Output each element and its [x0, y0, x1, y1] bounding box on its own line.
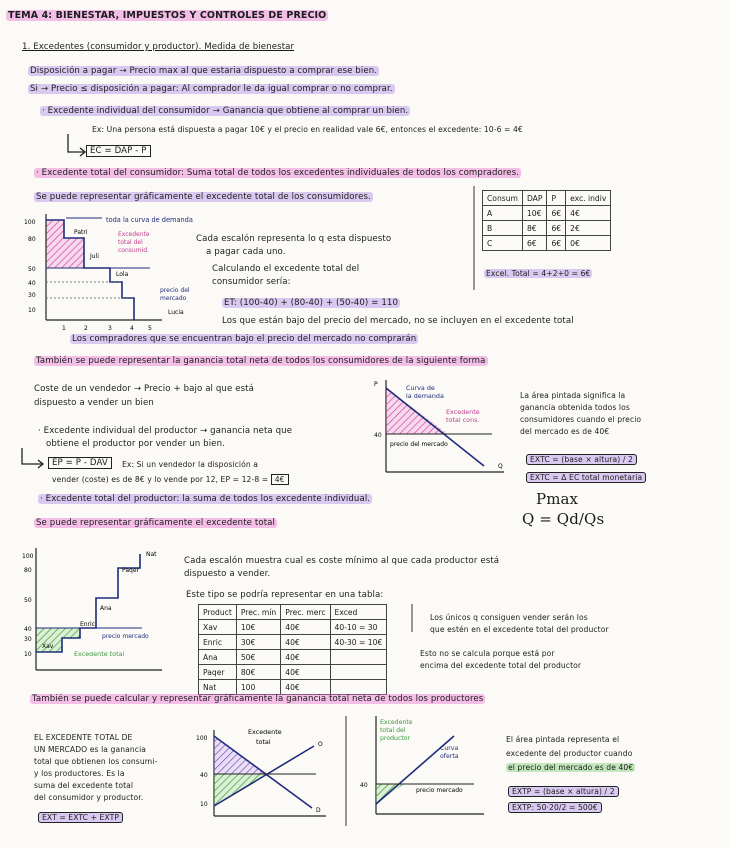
y-tick: 40 [24, 626, 32, 633]
coste-line: Coste de un vendedor → Precio + bajo al que está [34, 384, 254, 394]
formula-et-text: ET: (100-40) + (80-40) + (50-40) = 110 [224, 298, 399, 308]
name-label: Paqer [122, 567, 139, 574]
example-2b [52, 474, 289, 485]
text-cada-1: Cada escalón representa lo q esta dispuesto [196, 234, 392, 244]
area2-1: El área pintada representa el [506, 735, 620, 744]
table-cell: C [483, 236, 523, 251]
y-tick: 50 [28, 266, 36, 273]
name-label: Nat [146, 551, 157, 558]
el-exc-1: EL EXCEDENTE TOTAL DE [34, 733, 133, 742]
area2-2: excedente del productor cuando [506, 749, 633, 758]
x-tick: 4 [130, 325, 134, 332]
cada-line-2: dispuesto a vender. [184, 569, 271, 579]
y-tick: 10 [200, 801, 208, 808]
name-label: Xav [42, 643, 54, 650]
name-label: Enric [80, 621, 96, 628]
formula-extp1 [508, 786, 619, 797]
formula-extc [526, 454, 637, 465]
table-header: P [547, 191, 566, 206]
text-calc-2: consumidor sería: [212, 277, 291, 287]
table-cell: 6€ [522, 236, 547, 251]
demand-curve-chart [372, 376, 512, 486]
si-line [28, 84, 395, 95]
cada-line-1: Cada escalón muestra cual es coste mínimo al que cada productor está [184, 556, 500, 566]
exced-label: Excedente [248, 728, 282, 736]
table-row [483, 236, 611, 251]
table-cell: Nat [199, 680, 237, 695]
name-label: Juli [90, 253, 99, 260]
formula-ext-text: EXT = EXTC + EXTP [38, 812, 123, 823]
area-text-3: consumidores cuando el precio [520, 415, 642, 424]
table-cell: 100 [236, 680, 280, 695]
text-cada-2: a pagar cada uno. [206, 247, 286, 257]
y-tick: 40 [28, 280, 36, 287]
curva-label: oferta [440, 753, 459, 760]
table-cell: 6€ [547, 236, 566, 251]
exced-label: total cons. [446, 416, 480, 424]
area2-3 [506, 762, 635, 773]
exc-total-prod-text: · Excedente total del productor: la suma de todos los excedente individual. [40, 494, 371, 504]
table-cell: 6€ [547, 221, 566, 236]
exc-ind-text: · Excedente individual del consumidor → Ganancia que obtiene al comprar un bien. [42, 106, 409, 116]
y-tick: 10 [24, 651, 32, 658]
el-exc-2: UN MERCADO es la ganancia [34, 745, 147, 754]
table-cell: Paqer [199, 665, 237, 680]
example-2-result: 4€ [271, 474, 289, 485]
exced-label: total del [380, 727, 406, 734]
exc-total-prod [38, 494, 372, 505]
precio-label: precio mercado [102, 633, 149, 640]
el-exc-4: y los productores. Es la [34, 769, 125, 778]
los-comp-text: Los compradores que se encuentran bajo el precio del mercado no comprarán [72, 334, 417, 344]
table-row [199, 620, 387, 635]
table-cell [330, 650, 387, 665]
tambien-text: También se puede representar la ganancia total neta de todos los consumidores de la siguiente forma [36, 356, 486, 366]
este-line: Este tipo se podría representar en una tabla: [186, 590, 384, 600]
curva-label: la demanda [406, 392, 444, 400]
table-cell: 0€ [566, 236, 611, 251]
y-tick: 80 [28, 236, 36, 243]
precio-label: precio mercado [416, 787, 463, 794]
table-header: Prec. mín [236, 605, 280, 620]
precio-label: precio del mercado [390, 441, 448, 448]
qd-note: Q = Qd/Qs [522, 510, 605, 528]
def-dap [28, 66, 379, 77]
los-que: Los que están bajo del precio del mercado, no se incluyen en el excedente total [222, 316, 574, 326]
table-header: Consum [483, 191, 523, 206]
table-cell: 40-30 = 10€ [330, 635, 387, 650]
formula-extc2-text: EXTC = Δ EC total monetaria [526, 472, 646, 483]
graf-line-text: Se puede representar gráficamente el excedente total de los consumidores. [36, 192, 371, 202]
graf2-text: Se puede representar gráficamente el excedente total [36, 518, 276, 528]
table-cell [330, 680, 387, 695]
y-tick: 40 [374, 432, 382, 439]
table-cell: 40€ [281, 680, 330, 695]
name-label: Ana [100, 605, 112, 612]
def-dap-text: Disposición a pagar → Precio max al que estaria dispuesto a comprar ese bien. [30, 66, 378, 76]
table-row [483, 221, 611, 236]
exced-label: consumid. [118, 247, 149, 254]
esto-no-2: encima del excedente total del productor [420, 661, 582, 670]
d-label: D [316, 807, 321, 814]
exced-label: Excedente total [74, 650, 125, 658]
consum-table [482, 190, 611, 251]
exced-label: Excedente [118, 231, 150, 238]
table-cell: 40€ [281, 665, 330, 680]
table-cell [330, 665, 387, 680]
los-comp [70, 334, 418, 345]
formula-extp2 [508, 802, 602, 813]
table-cell: B [483, 221, 523, 236]
formula-extp1-text: EXTP = (base × altura) / 2 [508, 786, 619, 797]
exc-total-line [34, 168, 521, 179]
esto-no-1: Esto no se calcula porque está por [420, 649, 555, 658]
example-2: Ex: Si un vendedor la disposición a [122, 460, 259, 469]
los-unicos-2: que estén en el excedente total del productor [430, 625, 609, 634]
formula-ep-text: EP = P - DAV [48, 457, 112, 469]
table-cell: 40-10 = 30 [330, 620, 387, 635]
text-calc-1: Calculando el excedente total del [212, 264, 360, 274]
arrow-ec [64, 132, 88, 158]
name-label: Lola [116, 271, 129, 278]
y-tick: 30 [28, 292, 36, 299]
o-label: O [318, 741, 323, 748]
precio-label: mercado [160, 295, 187, 302]
table-cell: 80€ [236, 665, 280, 680]
formula-et [222, 298, 400, 309]
table-cell: 2€ [566, 221, 611, 236]
y-tick: 30 [24, 636, 32, 643]
producer-surplus-chart [22, 544, 202, 684]
el-exc-6: del consumidor y productor. [34, 793, 144, 802]
pmax-note: Pmax [536, 490, 579, 508]
table-cell: 40€ [281, 635, 330, 650]
q-axis-label: Q [498, 463, 503, 470]
example-1: Ex: Una persona está dispuesta a pagar 10€ y el precio en realidad vale 6€, entonces el excedente: 10-6 = 4€ [92, 125, 523, 134]
exced-label: productor [380, 735, 411, 742]
area2-3-text: el precio del mercado es de 40€ [508, 763, 634, 772]
obtiene-line: obtiene el productor por vender un bien. [46, 439, 225, 449]
exced-label: Excedente [446, 408, 480, 416]
table-cell: Ana [199, 650, 237, 665]
formula-extc2 [526, 472, 646, 483]
table-header: Exced [330, 605, 387, 620]
surplus-area [46, 220, 84, 268]
page-title [6, 10, 328, 21]
table-row [199, 650, 387, 665]
prod-table [198, 604, 387, 695]
curva-label: Curva de [406, 384, 435, 392]
table-header: exc. indiv [566, 191, 611, 206]
x-tick: 2 [84, 325, 88, 332]
tambien-line [34, 356, 488, 367]
table-cell: A [483, 206, 523, 221]
y-tick: 100 [22, 553, 34, 560]
table-cell: 10€ [236, 620, 280, 635]
y-tick: 10 [28, 307, 36, 314]
formula-ext [38, 812, 123, 823]
exc-prod: · Excedente individual del productor → ganancia neta que [38, 426, 293, 436]
name-label: Patri [74, 229, 88, 236]
dispuesto-line: dispuesto a vender un bien [34, 398, 154, 408]
table-row [199, 680, 387, 695]
curva-label: Curva [440, 745, 459, 752]
el-exc-5: suma del excedente total [34, 781, 134, 790]
si-text: Si → Precio ≤ disposición a pagar: Al comprador le da igual comprar o no comprar. [30, 84, 393, 94]
table-row [199, 665, 387, 680]
formula-extc-text: EXTC = (base × altura) / 2 [526, 454, 637, 465]
x-tick: 5 [148, 325, 152, 332]
table-row [483, 206, 611, 221]
table-cell: 6€ [547, 206, 566, 221]
graf2-line [34, 518, 277, 529]
p-axis-label: P [374, 381, 378, 388]
formula-ec-text: EC = DAP - P [86, 145, 151, 157]
exc-total-text: · Excedente total del consumidor: Suma total de todos los excedentes individuales de todos los compradores. [36, 168, 520, 178]
area-text-1: La área pintada significa la [520, 391, 626, 400]
graf-line [34, 192, 373, 203]
table-header: Product [199, 605, 237, 620]
chart1-gridlines [46, 282, 134, 298]
toda-label: toda la curva de demanda [106, 216, 193, 224]
table-header-row [483, 191, 611, 206]
table-cell: 8€ [522, 221, 547, 236]
table-cell: Enric [199, 635, 237, 650]
area-text-4: del mercado es de 40€ [520, 427, 610, 436]
producer-curve-chart [354, 712, 490, 824]
y-tick: 80 [24, 567, 32, 574]
title-text: TEMA 4: BIENESTAR, IMPUESTOS Y CONTROLES DE PRECIO [8, 10, 327, 21]
y-tick: 40 [360, 782, 368, 789]
exc-ind [40, 106, 410, 117]
exced-label: total del [118, 239, 143, 246]
table-header: DAP [522, 191, 547, 206]
arrow-ep [18, 446, 46, 470]
consum-total-text: Excel. Total = 4+2+0 = 6€ [486, 269, 591, 278]
x-tick: 1 [62, 325, 66, 332]
table-cell: 4€ [566, 206, 611, 221]
consumer-surplus-chart [22, 208, 212, 338]
el-exc-3: total que obtienen los consumi- [34, 757, 158, 766]
example-2b-text: vender (coste) es de 8€ y lo vende por 12, EP = 12-8 = [52, 475, 269, 484]
precio-label: precio del [160, 287, 190, 294]
market-surplus-chart [196, 724, 336, 824]
formula-ec [86, 146, 151, 157]
formula-extp2-text: EXTP: 50·20/2 = 500€ [508, 802, 602, 813]
tambien2-line [30, 694, 485, 705]
table-cell: 30€ [236, 635, 280, 650]
table-header-row [199, 605, 387, 620]
x-tick: 3 [108, 325, 112, 332]
formula-ep [48, 458, 112, 469]
y-tick: 100 [24, 219, 36, 226]
exced-label: Excedente [380, 719, 413, 726]
table-row [199, 635, 387, 650]
section1-heading: 1. Excedentes (consumidor y productor). Medida de bienestar [22, 42, 295, 52]
tambien2-text: También se puede calcular y representar gráficamente la ganancia total neta de todos los productores [32, 694, 484, 704]
table-header: Prec. merc [281, 605, 330, 620]
area-text-2: ganancia obtenida todos los [520, 403, 630, 412]
y-tick: 50 [24, 597, 32, 604]
exced-label: total [256, 738, 271, 746]
y-tick: 40 [200, 772, 208, 779]
table-cell: 10€ [522, 206, 547, 221]
los-unicos-1: Los únicos q consiguen vender serán los [430, 613, 588, 622]
table-cell: 50€ [236, 650, 280, 665]
table-cell: 40€ [281, 620, 330, 635]
table-cell: 40€ [281, 650, 330, 665]
table-cell: Xav [199, 620, 237, 635]
name-label: Lucia [168, 309, 184, 316]
consum-total [484, 268, 592, 279]
y-tick: 100 [196, 735, 208, 742]
